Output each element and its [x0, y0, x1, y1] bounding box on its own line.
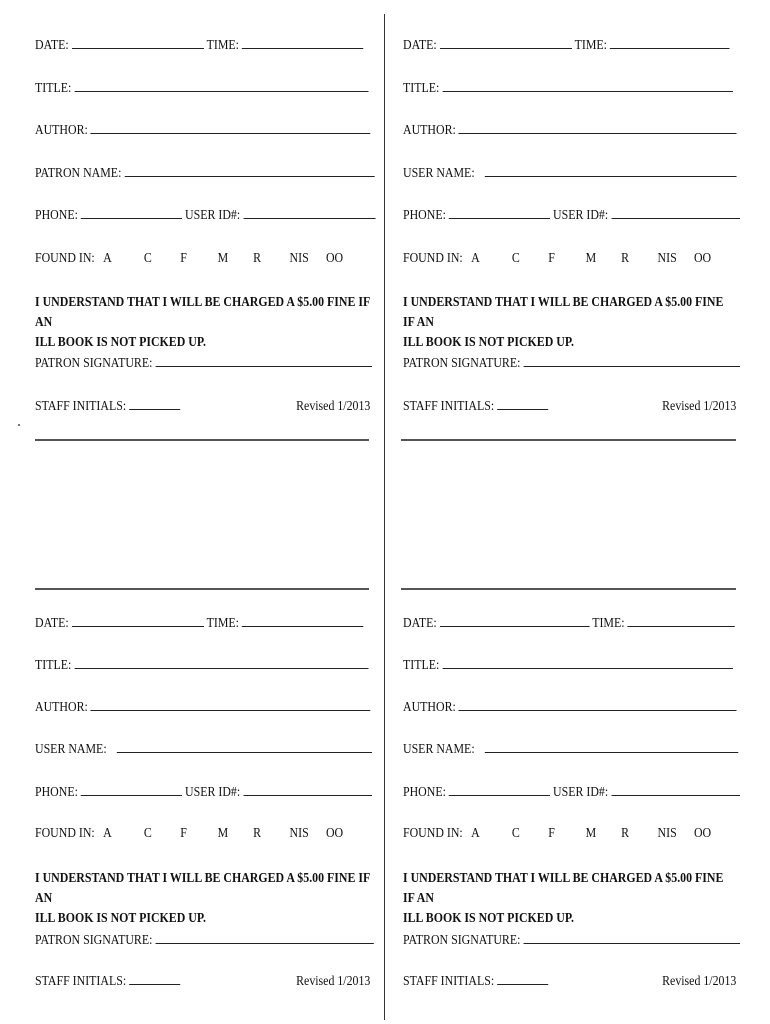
found-code-m[interactable]: M	[585, 250, 597, 265]
time-field[interactable]	[242, 615, 363, 627]
signature-label: PATRON SIGNATURE:	[35, 355, 153, 370]
author-label: AUTHOR:	[35, 122, 88, 137]
fine-notice-line1: I UNDERSTAND THAT I WILL BE CHARGED A $5.00 FINE IF AN	[35, 294, 370, 329]
phone-row	[403, 784, 736, 804]
phone-field[interactable]	[449, 784, 550, 796]
vertical-divider	[384, 14, 385, 1020]
signature-field[interactable]	[523, 355, 739, 367]
found-code-oo[interactable]: OO	[693, 825, 712, 840]
name-field[interactable]	[485, 741, 738, 753]
date-time-row	[35, 37, 370, 57]
fine-notice-line2: ILL BOOK IS NOT PICKED UP.	[403, 910, 574, 925]
author-label: AUTHOR:	[403, 699, 456, 714]
name-label: USER NAME:	[403, 165, 475, 180]
title-row	[35, 657, 370, 677]
signature-row	[403, 932, 736, 952]
signature-field[interactable]	[155, 932, 373, 944]
found-code-m[interactable]: M	[217, 825, 229, 840]
revised-date: Revised 1/2013	[295, 398, 370, 413]
found-in-label: FOUND IN:	[403, 825, 463, 840]
name-label: USER NAME:	[403, 741, 475, 756]
name-row	[35, 741, 370, 761]
name-field[interactable]	[485, 165, 737, 177]
found-code-c[interactable]: C	[143, 825, 152, 840]
title-label: TITLE:	[35, 80, 72, 95]
found-code-m[interactable]: M	[585, 825, 597, 840]
name-label: USER NAME:	[35, 741, 107, 756]
time-field[interactable]	[628, 615, 735, 627]
separator-bottom-left	[35, 588, 369, 590]
date-time-row	[403, 37, 736, 57]
separator-bottom-right	[401, 588, 736, 590]
date-time-row	[35, 615, 370, 635]
found-code-r[interactable]: R	[253, 825, 262, 840]
phone-label: PHONE:	[35, 207, 78, 222]
author-row	[35, 699, 370, 719]
found-code-f[interactable]: F	[180, 825, 187, 840]
stray-mark	[18, 424, 20, 426]
name-row	[403, 741, 736, 761]
signature-label: PATRON SIGNATURE:	[403, 932, 521, 947]
staff-initials-field[interactable]	[497, 398, 548, 410]
phone-row	[35, 207, 370, 227]
user-id-label: USER ID#:	[185, 207, 241, 222]
found-code-r[interactable]: R	[253, 250, 262, 265]
found-code-nis[interactable]: NIS	[657, 825, 677, 840]
found-code-a[interactable]: A	[471, 825, 480, 840]
found-code-nis[interactable]: NIS	[657, 250, 677, 265]
found-code-a[interactable]: A	[103, 250, 112, 265]
author-field[interactable]	[459, 122, 737, 134]
phone-field[interactable]	[449, 207, 550, 219]
fine-notice	[403, 292, 736, 352]
fine-notice-line2: ILL BOOK IS NOT PICKED UP.	[403, 334, 574, 349]
phone-field[interactable]	[81, 784, 182, 796]
fine-notice-line2: ILL BOOK IS NOT PICKED UP.	[35, 334, 206, 349]
signature-field[interactable]	[155, 355, 371, 367]
phone-label: PHONE:	[403, 207, 446, 222]
time-label: TIME:	[574, 37, 607, 52]
signature-field[interactable]	[523, 932, 739, 944]
title-field[interactable]	[442, 80, 732, 92]
revised-date: Revised 1/2013	[295, 973, 370, 988]
signature-row	[35, 355, 370, 375]
time-label: TIME:	[592, 615, 625, 630]
date-field[interactable]	[440, 37, 572, 49]
date-label: DATE:	[403, 37, 437, 52]
found-code-c[interactable]: C	[143, 250, 152, 265]
name-field[interactable]	[124, 165, 374, 177]
time-field[interactable]	[610, 37, 730, 49]
found-in-row	[403, 825, 736, 845]
found-code-c[interactable]: C	[511, 250, 520, 265]
title-row	[403, 657, 736, 677]
signature-row	[35, 932, 370, 952]
date-field[interactable]	[72, 615, 204, 627]
phone-row	[403, 207, 736, 227]
date-field[interactable]	[72, 37, 204, 49]
fine-notice-line1: I UNDERSTAND THAT I WILL BE CHARGED A $5.00 FINE IF AN	[403, 294, 724, 329]
found-code-m[interactable]: M	[217, 250, 229, 265]
title-row	[403, 80, 736, 100]
found-in-label: FOUND IN:	[35, 825, 95, 840]
signature-row	[403, 355, 736, 375]
date-label: DATE:	[403, 615, 437, 630]
found-code-f[interactable]: F	[548, 250, 555, 265]
phone-row	[35, 784, 370, 804]
found-code-f[interactable]: F	[180, 250, 187, 265]
name-row	[35, 165, 370, 185]
date-field[interactable]	[440, 615, 590, 627]
found-code-oo[interactable]: OO	[325, 825, 344, 840]
author-row	[403, 122, 736, 142]
title-field[interactable]	[442, 657, 732, 669]
author-label: AUTHOR:	[403, 122, 456, 137]
date-time-row	[403, 615, 736, 635]
phone-field[interactable]	[81, 207, 182, 219]
staff-initials-label: STAFF INITIALS:	[35, 398, 127, 413]
author-label: AUTHOR:	[35, 699, 88, 714]
found-code-nis[interactable]: NIS	[289, 250, 309, 265]
found-in-label: FOUND IN:	[35, 250, 95, 265]
author-field[interactable]	[91, 699, 371, 711]
found-code-a[interactable]: A	[471, 250, 480, 265]
name-field[interactable]	[117, 741, 372, 753]
separator-top-right	[401, 439, 736, 441]
found-code-a[interactable]: A	[103, 825, 112, 840]
title-field[interactable]	[74, 80, 368, 92]
revised-date: Revised 1/2013	[661, 398, 736, 413]
name-row	[403, 165, 736, 185]
author-field[interactable]	[459, 699, 737, 711]
staff-initials-label: STAFF INITIALS:	[35, 973, 127, 988]
signature-label: PATRON SIGNATURE:	[403, 355, 521, 370]
date-label: DATE:	[35, 615, 69, 630]
staff-initials-label: STAFF INITIALS:	[403, 398, 495, 413]
fine-notice	[35, 292, 370, 352]
fine-notice-line1: I UNDERSTAND THAT I WILL BE CHARGED A $5.00 FINE IF AN	[403, 870, 724, 905]
user-id-field[interactable]	[611, 207, 739, 219]
author-field[interactable]	[91, 122, 371, 134]
phone-label: PHONE:	[403, 784, 446, 799]
user-id-field[interactable]	[243, 207, 375, 219]
time-field[interactable]	[242, 37, 363, 49]
separator-top-left	[35, 439, 369, 441]
title-row	[35, 80, 370, 100]
fine-notice-line2: ILL BOOK IS NOT PICKED UP.	[35, 910, 206, 925]
staff-initials-field[interactable]	[129, 973, 180, 985]
name-label: PATRON NAME:	[35, 165, 122, 180]
found-in-row	[403, 250, 736, 270]
user-id-field[interactable]	[611, 784, 739, 796]
found-code-c[interactable]: C	[511, 825, 520, 840]
author-row	[403, 699, 736, 719]
user-id-label: USER ID#:	[553, 784, 609, 799]
title-label: TITLE:	[403, 657, 440, 672]
found-code-r[interactable]: R	[621, 250, 630, 265]
user-id-label: USER ID#:	[553, 207, 609, 222]
signature-label: PATRON SIGNATURE:	[35, 932, 153, 947]
user-id-field[interactable]	[243, 784, 371, 796]
time-label: TIME:	[206, 615, 239, 630]
found-in-label: FOUND IN:	[403, 250, 463, 265]
date-label: DATE:	[35, 37, 69, 52]
staff-initials-field[interactable]	[129, 398, 180, 410]
author-row	[35, 122, 370, 142]
fine-notice-line1: I UNDERSTAND THAT I WILL BE CHARGED A $5.00 FINE IF AN	[35, 870, 370, 905]
found-in-row	[35, 250, 370, 270]
found-in-row	[35, 825, 370, 845]
found-code-f[interactable]: F	[548, 825, 555, 840]
title-label: TITLE:	[35, 657, 72, 672]
found-code-r[interactable]: R	[621, 825, 630, 840]
time-label: TIME:	[206, 37, 239, 52]
fine-notice	[403, 868, 736, 928]
staff-initials-label: STAFF INITIALS:	[403, 973, 495, 988]
user-id-label: USER ID#:	[185, 784, 241, 799]
found-code-oo[interactable]: OO	[325, 250, 344, 265]
fine-notice	[35, 868, 370, 928]
title-field[interactable]	[74, 657, 368, 669]
title-label: TITLE:	[403, 80, 440, 95]
found-code-oo[interactable]: OO	[693, 250, 712, 265]
revised-date: Revised 1/2013	[661, 973, 736, 988]
staff-initials-field[interactable]	[497, 973, 548, 985]
phone-label: PHONE:	[35, 784, 78, 799]
found-code-nis[interactable]: NIS	[289, 825, 309, 840]
